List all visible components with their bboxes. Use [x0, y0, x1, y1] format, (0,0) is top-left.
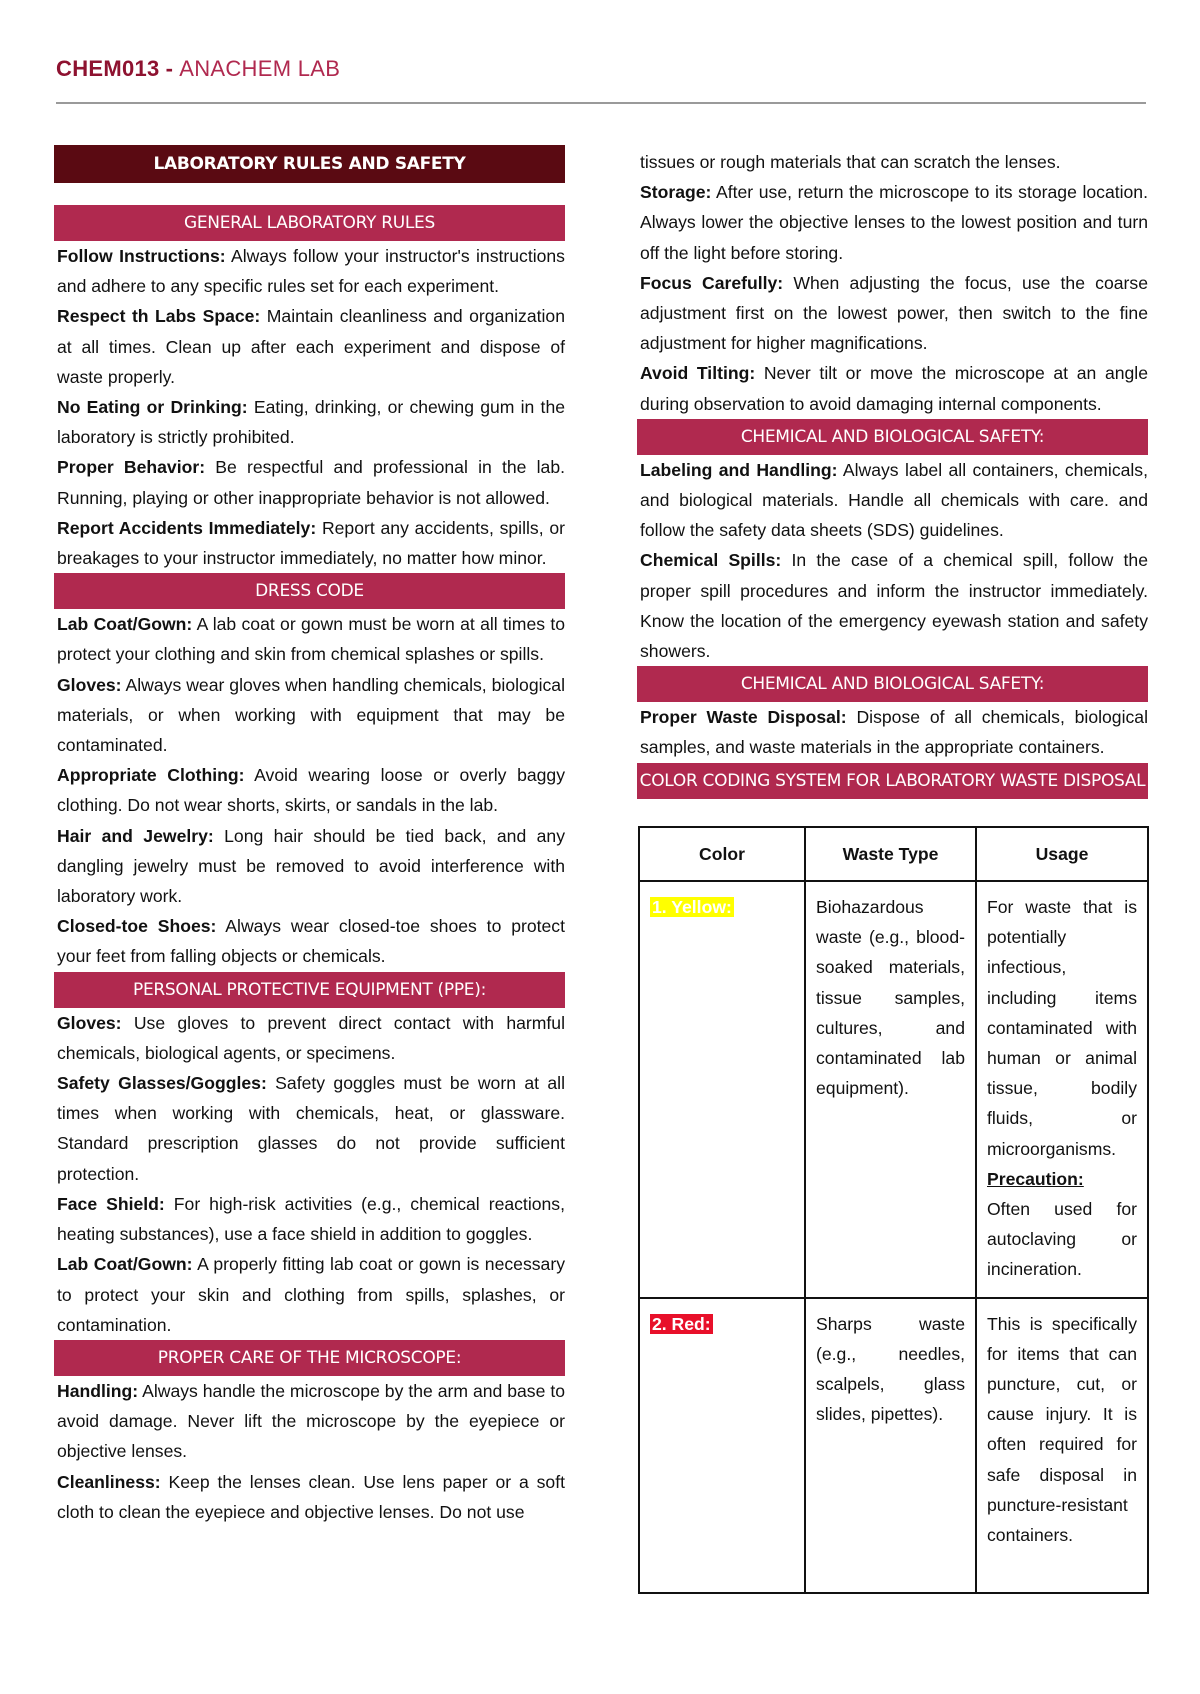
rule-text: Avoid wearing loose or overly baggy clothing. Do not wear shorts, skirts, or sandals in the lab.	[57, 765, 566, 816]
rule-term: Chemical Spills:	[640, 550, 782, 571]
rule-text: Always follow your instructor's instructions and adhere to any specific rules set for each experiment.	[57, 246, 565, 297]
rule-item	[54, 513, 565, 573]
rule-term: Labeling and Handling:	[640, 459, 838, 480]
rule-text: Always handle the microscope by the arm and base to avoid damage. Never lift the microscope by the eyepiece or objective lenses.	[57, 1380, 565, 1462]
section-heading: COLOR CODING SYSTEM FOR LABORATORY WASTE DISPOSAL	[637, 763, 1148, 799]
rule-term: Follow Instructions:	[57, 246, 226, 266]
rule-text: For high-risk activities (e.g., chemical reactions, heating substances), use a face shield in addition to goggles.	[57, 1193, 565, 1245]
color-label-yellow: 1. Yellow:	[652, 897, 732, 917]
course-code: CHEM013	[56, 56, 160, 81]
rule-term: Hair and Jewelry:	[57, 825, 214, 846]
rule-text: Always wear gloves when handling chemicals, biological materials, or when working with equipment that may be contaminated.	[57, 674, 565, 756]
header-separator: -	[165, 56, 174, 81]
rule-term: Face Shield:	[57, 1193, 165, 1214]
rule-text: Long hair should be tied back, and any dangling jewelry must be removed to avoid interference with laboratory work.	[57, 825, 565, 907]
rule-term: Avoid Tilting:	[640, 363, 756, 384]
rule-item	[54, 241, 565, 301]
rule-term: Storage:	[640, 182, 712, 203]
rule-text: After use, return the microscope to its storage location. Always lower the objective lenses to the lowest position and turn off the light before storing.	[640, 182, 1148, 263]
rule-item	[54, 1376, 565, 1467]
rule-text: When adjusting the focus, use the coarse adjustment first on the lowest power, then switch to the fine adjustment for higher magnifications.	[640, 272, 1148, 354]
rule-text: Eating, drinking, or chewing gum in the laboratory is strictly prohibited.	[57, 397, 566, 448]
rule-item	[54, 1249, 565, 1340]
section-heading: GENERAL LABORATORY RULES	[54, 205, 565, 241]
precaution-label: Precaution:	[987, 1168, 1084, 1189]
right-column	[637, 147, 1148, 799]
rule-term: Safety Glasses/Goggles:	[57, 1073, 267, 1094]
table-header-row	[639, 827, 1148, 881]
rule-item	[54, 392, 565, 452]
rule-item	[54, 911, 565, 971]
rule-term: Cleanliness:	[57, 1471, 161, 1492]
rule-item	[637, 702, 1148, 762]
column-header: Waste Type	[805, 827, 976, 881]
rule-text: A properly fitting lab coat or gown is necessary to protect your skin and clothing from spills, splashes, or contamination.	[57, 1254, 565, 1335]
rule-term: Report Accidents Immediately:	[57, 517, 317, 538]
header-divider	[56, 102, 1146, 104]
rule-item	[54, 821, 565, 912]
rule-text: Use gloves to prevent direct contact with harmful chemicals, biological agents, or specimens.	[57, 1012, 565, 1063]
waste-color-table	[638, 826, 1149, 1594]
section-heading: PERSONAL PROTECTIVE EQUIPMENT (PPE):	[54, 972, 565, 1008]
rule-item	[637, 455, 1148, 546]
rule-item	[637, 268, 1148, 359]
rule-text: Report any accidents, spills, or breakages to your instructor immediately, no matter how minor.	[57, 517, 565, 569]
table-row	[639, 1298, 1148, 1593]
section-heading: CHEMICAL AND BIOLOGICAL SAFETY:	[637, 666, 1148, 702]
rule-item	[54, 301, 565, 392]
usage-cell	[976, 881, 1148, 1298]
section-heading: CHEMICAL AND BIOLOGICAL SAFETY:	[637, 419, 1148, 455]
rule-item	[637, 177, 1148, 268]
page-header	[56, 56, 1146, 82]
rule-item	[54, 760, 565, 820]
rule-item	[54, 1467, 565, 1527]
rule-item	[54, 1189, 565, 1249]
rule-text: Always wear closed-toe shoes to protect your feet from falling objects or chemicals.	[57, 916, 565, 967]
course-title	[56, 56, 1146, 82]
rule-term: Closed-toe Shoes:	[57, 916, 217, 937]
rule-item	[637, 358, 1148, 418]
rule-term: Focus Carefully:	[640, 272, 784, 293]
rule-term: No Eating or Drinking:	[57, 397, 248, 418]
rule-term: Lab Coat/Gown:	[57, 614, 193, 635]
rule-item	[54, 1008, 565, 1068]
rule-term: Respect th Labs Space:	[57, 306, 261, 327]
rule-item	[637, 545, 1148, 666]
usage-cell: This is specifically for items that can puncture, cut, or cause injury. It is often required for safe disposal in puncture-resistant containers.	[976, 1298, 1148, 1593]
left-column	[54, 145, 565, 1527]
rule-text: Keep the lenses clean. Use lens paper or a soft cloth to clean the eyepiece and objective lenses. Do not use	[57, 1471, 565, 1522]
column-header: Color	[639, 827, 805, 881]
rule-text: Dispose of all chemicals, biological samples, and waste materials in the appropriate containers.	[640, 707, 1148, 758]
rule-term: Appropriate Clothing:	[57, 765, 245, 786]
rule-item	[54, 670, 565, 761]
course-subtitle: ANACHEM LAB	[179, 56, 341, 81]
usage-text: For waste that is potentially infectious, including items contaminated with human or animal tissue, bodily fluids, or microorganisms.	[987, 897, 1137, 1159]
rule-item	[54, 452, 565, 512]
rule-term: Gloves:	[57, 1012, 122, 1033]
rule-text: A lab coat or gown must be worn at all times to protect your clothing and skin from chemical splashes or spills.	[57, 614, 566, 665]
rule-term: Lab Coat/Gown:	[57, 1254, 193, 1275]
waste-type-cell: Sharps waste (e.g., needles, scalpels, glass slides, pipettes).	[805, 1298, 976, 1593]
table-row	[639, 881, 1148, 1298]
rule-item	[54, 609, 565, 669]
waste-type-cell: Biohazardous waste (e.g., blood-soaked materials, tissue samples, cultures, and contaminated lab equipment).	[805, 881, 976, 1298]
rule-text: Always label all containers, chemicals, and biological materials. Handle all chemicals with care. and follow the safety data sheets (SDS) guidelines.	[640, 459, 1148, 541]
rule-text: Maintain cleanliness and organization at all times. Clean up after each experiment and dispose of waste properly.	[57, 306, 565, 387]
rule-term: Proper Behavior:	[57, 457, 206, 478]
color-label-red: 2. Red:	[652, 1313, 711, 1334]
section-heading: PROPER CARE OF THE MICROSCOPE:	[54, 1340, 565, 1376]
rule-text: Safety goggles must be worn at all times when working with chemicals, heat, or glassware. Standard prescription glasses do not provide sufficient protection.	[57, 1073, 565, 1184]
continued-text: tissues or rough materials that can scratch the lenses.	[640, 152, 1061, 172]
document-title: LABORATORY RULES AND SAFETY	[54, 145, 565, 183]
column-header: Usage	[976, 827, 1148, 881]
rule-term: Gloves:	[57, 674, 122, 695]
precaution-text: Often used for autoclaving or incineration.	[987, 1199, 1137, 1280]
rule-term: Handling:	[57, 1380, 139, 1401]
rule-term: Proper Waste Disposal:	[640, 707, 847, 728]
rule-text: Never tilt or move the microscope at an angle during observation to avoid damaging internal components.	[640, 363, 1148, 414]
rule-item	[54, 1068, 565, 1189]
rule-text: In the case of a chemical spill, follow the proper spill procedures and inform the instructor immediately. Know the location of the emergency eyewash station and safety showers.	[640, 550, 1148, 662]
color-cell	[639, 881, 805, 1298]
rule-text: Be respectful and professional in the lab. Running, playing or other inappropriate behavior is not allowed.	[57, 457, 565, 508]
section-heading: DRESS CODE	[54, 573, 565, 609]
color-cell	[639, 1298, 805, 1593]
